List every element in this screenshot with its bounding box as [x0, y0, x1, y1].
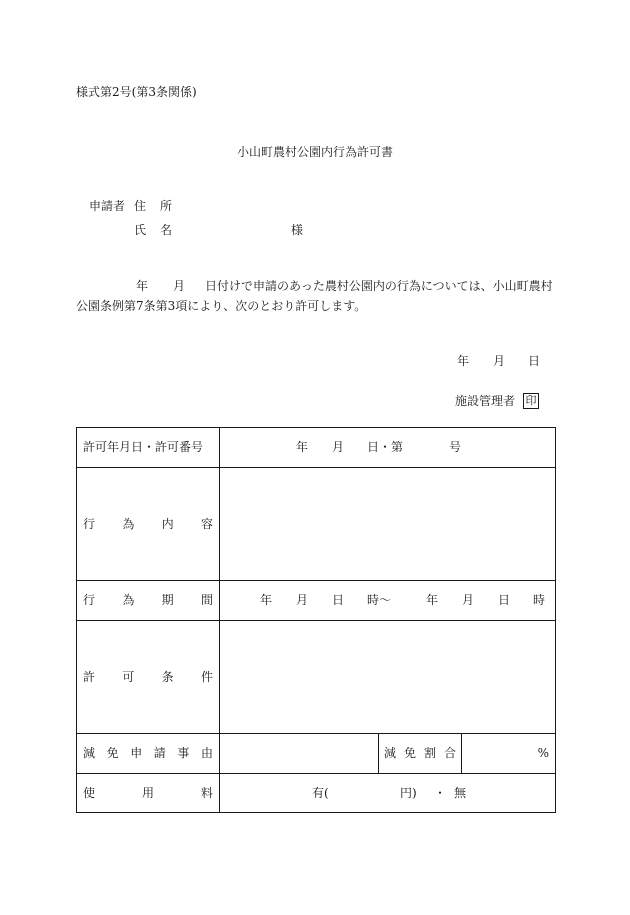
rate-char-1: 減: [384, 746, 397, 760]
row3-char-4: 間: [200, 593, 213, 607]
row3-char-1: 行: [83, 593, 96, 607]
row6-char-1: 使: [83, 786, 96, 800]
act-period-value[interactable]: [220, 580, 556, 620]
document-title: 小山町農村公園内行為許可書: [236, 145, 393, 159]
body-line-1: 日付けで申請のあった農村公園内の行為については、小山町農村: [205, 279, 553, 293]
period-end-day: 日: [498, 593, 511, 607]
rate-char-3: 割: [423, 746, 436, 760]
period-start-hour: 時〜: [367, 593, 392, 607]
row2-char-1: 行: [83, 516, 96, 531]
body-date-month: 月: [173, 279, 186, 293]
row3-char-3: 期: [161, 593, 174, 607]
reduction-rate-label: [384, 733, 456, 773]
act-content-label: [83, 467, 213, 580]
honorific-sama: 様: [291, 223, 304, 237]
permit-conditions-field[interactable]: [220, 621, 556, 733]
period-end-month: 月: [462, 593, 475, 607]
reduction-rate-field[interactable]: [462, 733, 549, 773]
period-end-hour: 時: [533, 593, 546, 607]
row4-char-4: 件: [200, 669, 213, 684]
issue-month: 月: [493, 354, 506, 368]
row5-char-5: 事: [177, 746, 190, 760]
row4-char-3: 条: [161, 669, 174, 684]
row4-char-1: 許: [83, 669, 96, 684]
fee-yen: 円): [400, 786, 417, 800]
row5-char-6: 由: [200, 746, 213, 760]
usage-fee-value[interactable]: [220, 773, 556, 813]
period-start-month: 月: [296, 593, 309, 607]
issue-day: 日: [528, 354, 541, 368]
row1-month: 月: [332, 440, 345, 454]
rate-char-2: 免: [403, 746, 416, 760]
fee-none: 無: [454, 786, 467, 800]
reduction-reason-field[interactable]: [220, 734, 378, 773]
row3-char-2: 為: [122, 593, 135, 607]
permit-table: [76, 427, 556, 813]
period-end-year: 年: [426, 593, 439, 607]
permit-conditions-label: [83, 620, 213, 733]
row1-day-no: 日・第: [367, 440, 404, 454]
row4-char-2: 可: [122, 669, 135, 684]
name-label: [134, 224, 172, 236]
body-line-2: 公園条例第7条第3項により、次のとおり許可します。: [76, 299, 367, 313]
row2-char-3: 内: [161, 516, 174, 531]
fee-separator-dot: ・: [434, 786, 447, 800]
facility-manager: [455, 393, 539, 409]
name-label-char-2: 名: [159, 223, 172, 237]
fee-yes: 有(: [312, 786, 329, 800]
row5-char-1: 減: [83, 746, 96, 760]
period-start-year: 年: [260, 593, 273, 607]
usage-fee-label: [83, 773, 213, 813]
row1-go: 号: [449, 440, 462, 454]
row5-char-2: 免: [106, 746, 119, 760]
permit-date-number-label: 許可年月日・許可番号: [83, 440, 204, 454]
name-label-char-1: 氏: [134, 223, 147, 237]
address-label-char-2: 所: [159, 199, 172, 213]
seal-icon: 印: [523, 393, 539, 409]
act-content-field[interactable]: [220, 468, 556, 580]
address-label-char-1: 住: [134, 199, 147, 213]
row5-char-3: 申: [130, 746, 143, 760]
row2-char-4: 容: [200, 516, 213, 531]
facility-manager-label: 施設管理者: [455, 394, 516, 408]
applicant-label: 申請者: [89, 199, 126, 213]
address-label: [134, 200, 172, 212]
reduction-reason-label: [83, 733, 213, 773]
act-period-label: [83, 580, 213, 620]
period-start-day: 日: [332, 593, 345, 607]
row2-char-2: 為: [122, 516, 135, 531]
body-date-year: 年: [136, 279, 149, 293]
form-number: 様式第2号(第3条関係): [76, 85, 197, 99]
row6-char-2: 用: [141, 786, 154, 800]
issue-year: 年: [457, 354, 470, 368]
row1-year: 年: [296, 440, 309, 454]
row5-char-4: 請: [153, 746, 166, 760]
rate-char-4: 合: [443, 746, 456, 760]
row6-char-3: 料: [200, 786, 213, 800]
permit-date-number-value[interactable]: [220, 427, 556, 467]
percent-sign: %: [537, 746, 549, 760]
